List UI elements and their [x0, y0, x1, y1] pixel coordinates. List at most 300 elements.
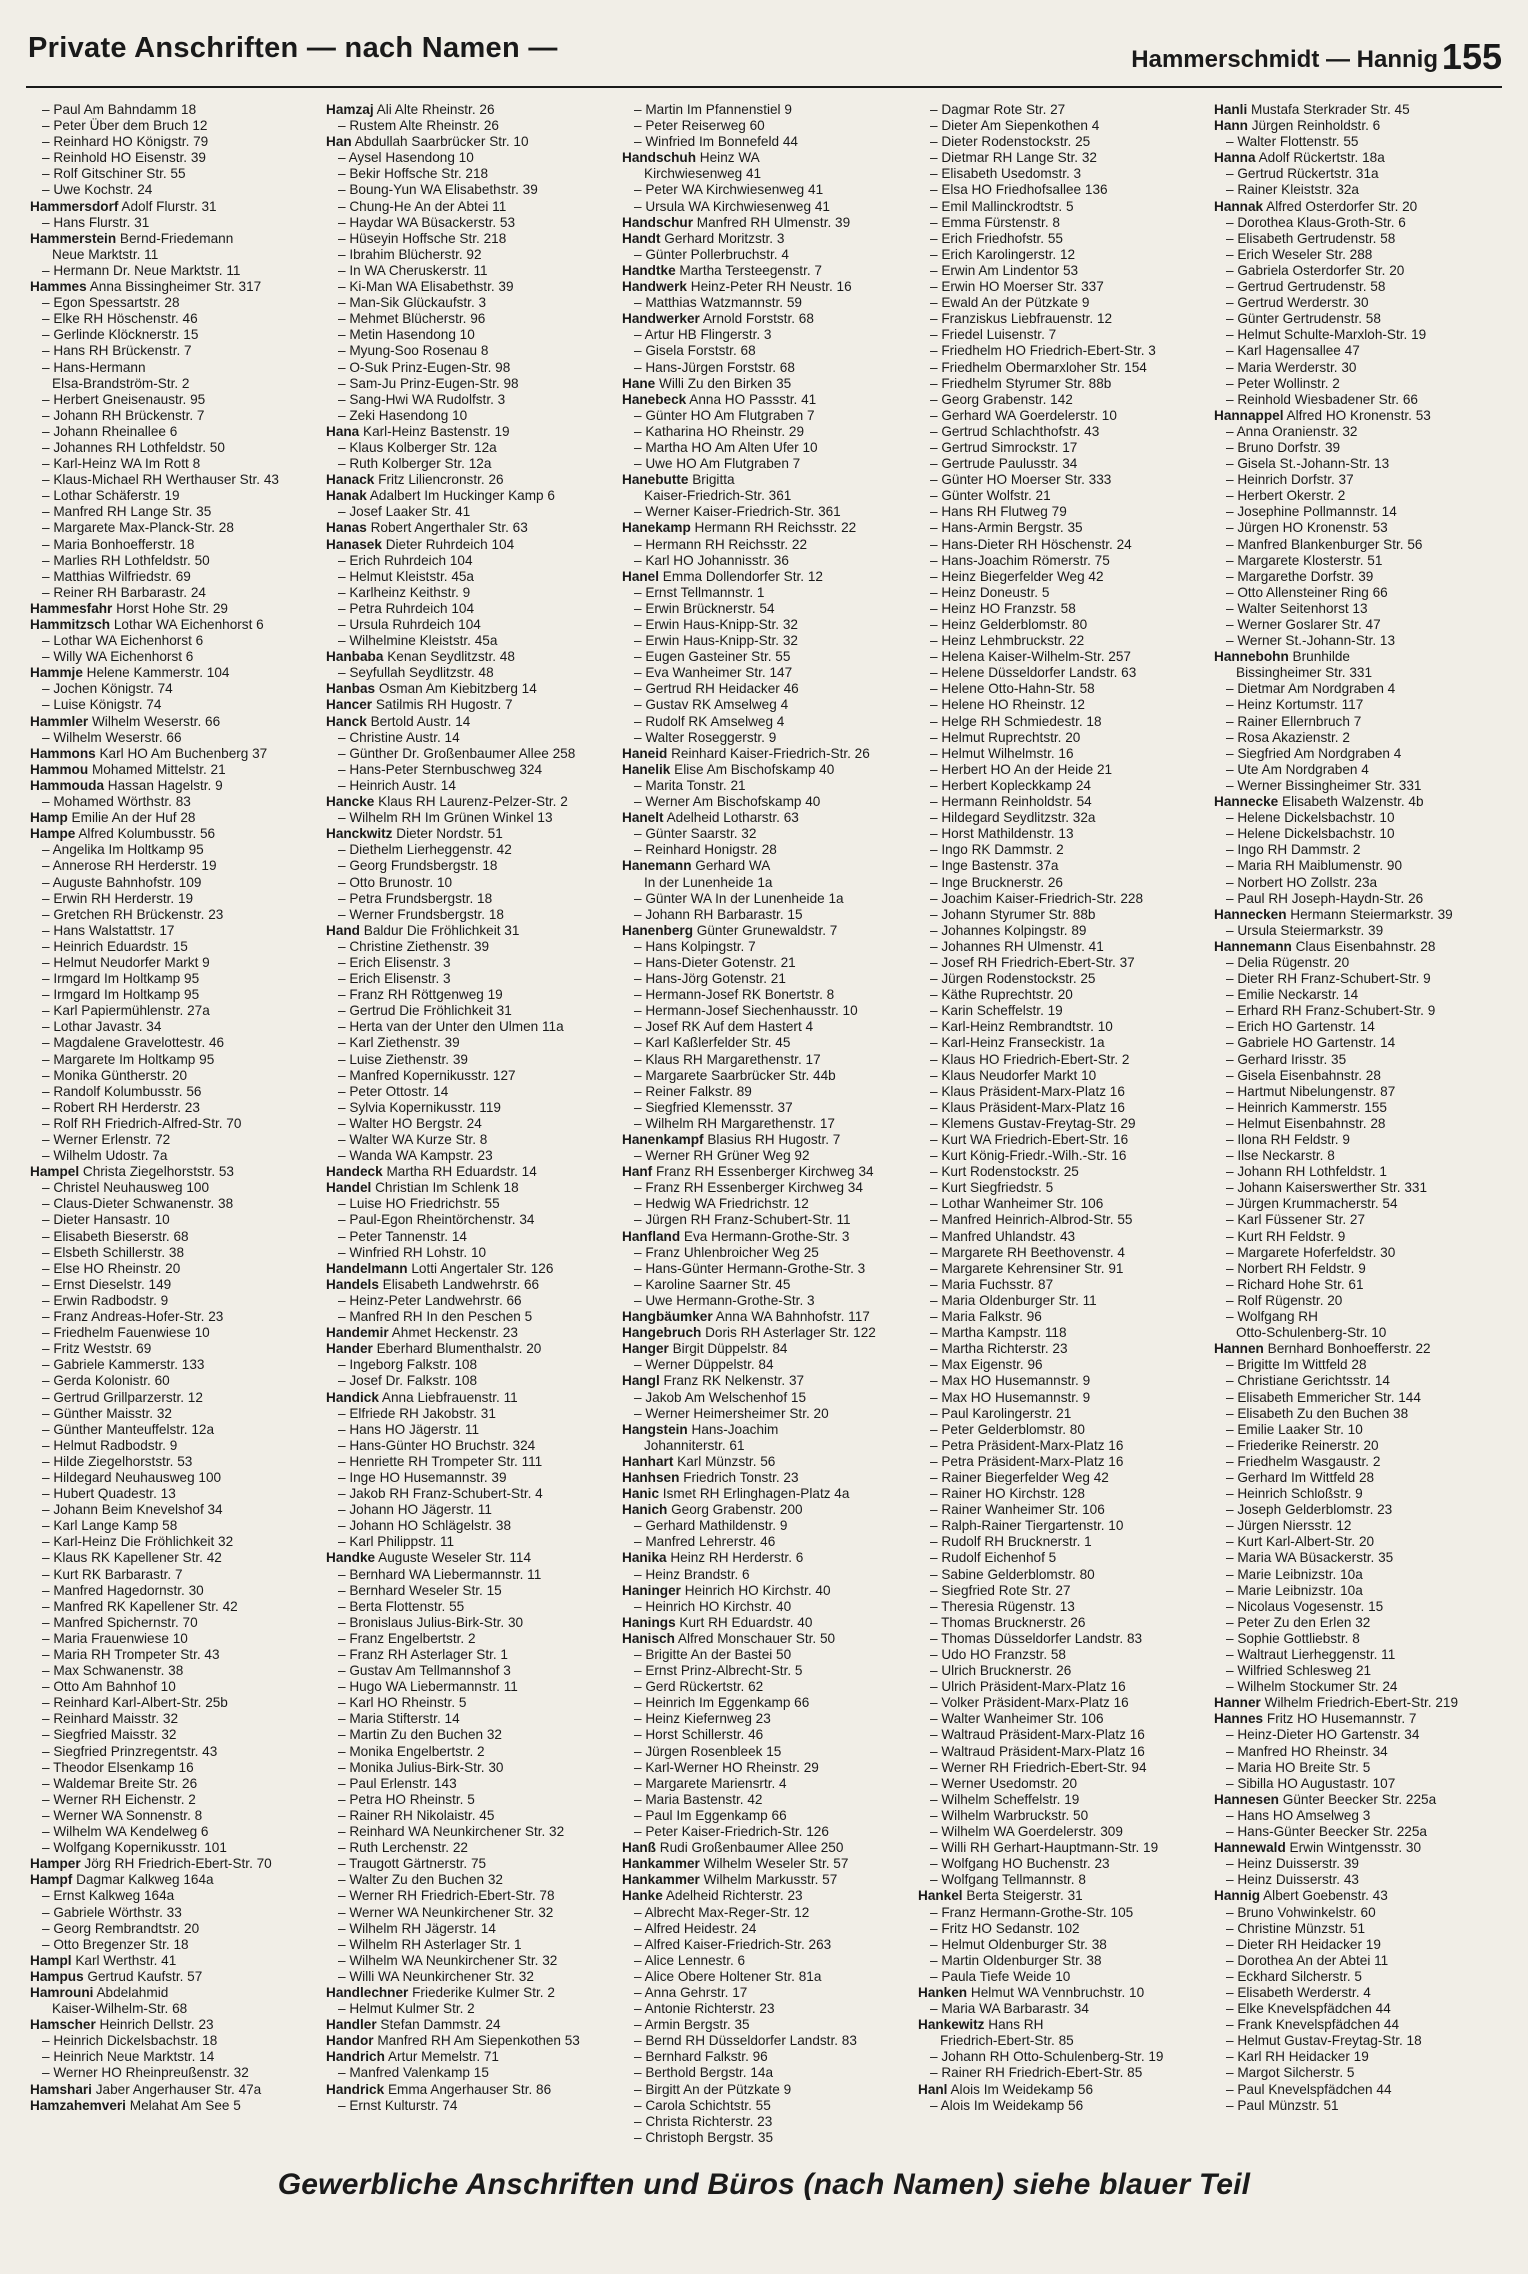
directory-entry: – Ernst Dieselstr. 149: [42, 1276, 172, 1292]
directory-entry: – Johann RH Barbarastr. 15: [634, 906, 803, 922]
directory-entry: – Christa Richterstr. 23: [634, 2113, 773, 2129]
directory-entry: – Margarete Hoferfeldstr. 30: [1226, 1244, 1396, 1260]
directory-entry: – Günter HO Am Flutgraben 7: [634, 407, 815, 423]
directory-entry: – Jürgen Niersstr. 12: [1226, 1518, 1352, 1534]
directory-entry: – Manfred Blankenburger Str. 56: [1226, 536, 1423, 552]
directory-entry: – Hans Walstattstr. 17: [42, 922, 175, 938]
directory-entry: – Martin Zu den Buchen 32: [338, 1727, 502, 1743]
directory-entry: – Erwin Radbodstr. 9: [42, 1292, 169, 1308]
column-2: [326, 102, 614, 2146]
directory-entry: – Otto Bregenzer Str. 18: [42, 1936, 189, 1952]
surname: Handtke: [622, 262, 676, 278]
directory-entry: – Kurt Rodenstockstr. 25: [930, 1164, 1079, 1180]
directory-entry: – Ernst Prinz-Albrecht-Str. 5: [634, 1663, 803, 1679]
page-header: [26, 22, 1502, 88]
directory-entry: – Eva Wanheimer Str. 147: [634, 665, 793, 681]
directory-entry: – Hans Flurstr. 31: [42, 214, 150, 230]
directory-entry: – Reinhold HO Eisenstr. 39: [42, 150, 206, 166]
directory-entry: – Otto Brunostr. 10: [338, 874, 453, 890]
directory-entry: – Christine Münzstr. 51: [1226, 1920, 1366, 1936]
directory-entry: – Dieter RH Franz-Schubert-Str. 9: [1226, 971, 1431, 987]
directory-entry: – Max HO Husemannstr. 9: [930, 1389, 1091, 1405]
directory-entry: – Siegfried Rote Str. 27: [930, 1582, 1071, 1598]
directory-entry: – Manfred HO Rheinstr. 34: [1226, 1743, 1388, 1759]
directory-entry: – Werner WA Sonnenstr. 8: [42, 1807, 203, 1823]
directory-entry: Hamrouni Abdelahmid: [30, 1984, 169, 2000]
directory-entry: – Heinz Brandstr. 6: [634, 1566, 750, 1582]
directory-entry: – Anna Gehrstr. 17: [634, 1984, 748, 2000]
directory-entry: – Ernst Kalkweg 164a: [42, 1888, 175, 1904]
directory-entry: – Wilhelm RH Asterlager Str. 1: [338, 1936, 522, 1952]
directory-entry: Handt Gerhard Moritzstr. 3: [622, 230, 785, 246]
directory-entry: – Volker Präsident-Marx-Platz 16: [930, 1695, 1129, 1711]
surname: Hander: [326, 1341, 373, 1357]
directory-entry: – Johann RH Brückenstr. 7: [42, 407, 205, 423]
directory-entry: – Hans HO Amselweg 3: [1226, 1807, 1371, 1823]
directory-entry: – Friedhelm HO Friedrich-Ebert-Str. 3: [930, 343, 1156, 359]
directory-entry: – Rudolf RK Amselweg 4: [634, 713, 785, 729]
directory-entry: – Walter Seitenhorst 13: [1226, 600, 1368, 616]
directory-entry: Hannecken Hermann Steiermarkstr. 39: [1214, 906, 1453, 922]
surname: Hanl: [918, 2081, 948, 2097]
surname: Hannen: [1214, 1341, 1264, 1357]
directory-entry: – Kurt WA Friedrich-Ebert-Str. 16: [930, 1132, 1129, 1147]
directory-entry: – Monika Güntherstr. 20: [42, 1067, 188, 1083]
surname: Hampus: [30, 1968, 84, 1984]
directory-entry: Haneid Reinhard Kaiser-Friedrich-Str. 26: [622, 745, 870, 761]
directory-entry: – Maria Falkstr. 96: [930, 1309, 1042, 1325]
directory-entry: – Johann HO Jägerstr. 11: [338, 1502, 492, 1518]
directory-entry: – Ute Am Nordgraben 4: [1226, 761, 1369, 777]
directory-entry: – Wolfgang Kopernikusstr. 101: [42, 1840, 227, 1856]
directory-entry: – Paula Tiefe Weide 10: [930, 1968, 1071, 1984]
directory-entry: – Herta van der Unter den Ulmen 11a: [338, 1019, 564, 1035]
directory-entry: – Hermann-Josef RK Bonertstr. 8: [634, 987, 835, 1003]
directory-entry: – Max Schwanenstr. 38: [42, 1663, 184, 1679]
directory-entry: – Helmut Kleiststr. 45a: [338, 568, 474, 584]
directory-entry: – Georg Frundsbergstr. 18: [338, 858, 498, 874]
directory-entry: – Alois Im Weidekamp 56: [930, 2097, 1084, 2113]
directory-entry: – Wolfgang Tellmannstr. 8: [930, 1872, 1086, 1888]
directory-entry: – Inge Bastenstr. 37a: [930, 858, 1059, 874]
directory-entry: Hanli Mustafa Sterkrader Str. 45: [1214, 102, 1410, 117]
directory-entry: – Gustav RK Amselweg 4: [634, 697, 789, 713]
surname: Hanckwitz: [326, 826, 393, 842]
directory-entry: – Rudolf RH Brucknerstr. 1: [930, 1534, 1092, 1550]
surname: Hanbaba: [326, 649, 384, 665]
directory-entry: – Petra Frundsbergstr. 18: [338, 890, 493, 906]
directory-entry: Hann Jürgen Reinholdstr. 6: [1214, 118, 1381, 134]
directory-entry: – Helmut Gustav-Freytag-Str. 18: [1226, 2033, 1422, 2049]
directory-entry: – Gerhard Mathildenstr. 9: [634, 1518, 788, 1534]
surname: Hannesen: [1214, 1791, 1279, 1807]
directory-entry: – Robert RH Herderstr. 23: [42, 1099, 200, 1115]
directory-entry: – Frank Knevelspfädchen 44: [1226, 2017, 1400, 2033]
directory-entry: – Ewald An der Pützkate 9: [930, 295, 1090, 311]
directory-entry: – Friedel Luisenstr. 7: [930, 327, 1057, 343]
directory-entry: – Hans-Dieter Gotenstr. 21: [634, 954, 796, 970]
directory-entry: – Mohamed Wörthstr. 83: [42, 794, 191, 810]
directory-entry: – Alice Lennestr. 6: [634, 1952, 746, 1968]
directory-entry: – Paul Karolingerstr. 21: [930, 1405, 1072, 1421]
directory-entry: – Wanda WA Kampstr. 23: [338, 1148, 493, 1164]
directory-entry: – Alfred Heidestr. 24: [634, 1920, 757, 1936]
directory-entry: – Ulrich Präsident-Marx-Platz 16: [930, 1679, 1126, 1695]
directory-entry: – Walter Roseggerstr. 9: [634, 729, 777, 745]
directory-entry: Hammons Karl HO Am Buchenberg 37: [30, 745, 268, 761]
directory-entry: – Maria Stifterstr. 14: [338, 1711, 460, 1727]
directory-entry: Hampel Christa Ziegelhorststr. 53: [30, 1164, 234, 1180]
directory-entry: – Heinrich HO Kirchstr. 40: [634, 1598, 792, 1614]
directory-entry: – Ibrahim Blücherstr. 92: [338, 246, 482, 262]
directory-entry: – Werner RH Eichenstr. 2: [42, 1791, 196, 1807]
directory-entry: – Luise Ziethenstr. 39: [338, 1051, 468, 1067]
directory-entry: – Rainer RH Nikolaistr. 45: [338, 1807, 495, 1823]
directory-entry: – Helena Kaiser-Wilhelm-Str. 257: [930, 649, 1131, 665]
directory-entry: Handel Christian Im Schlenk 18: [326, 1180, 519, 1196]
directory-entry: – Fritz HO Sedanstr. 102: [930, 1920, 1080, 1936]
directory-entry: – Magdalene Gravelottestr. 46: [42, 1035, 225, 1051]
directory-entry: – Helene Dickelsbachstr. 10: [1226, 826, 1395, 842]
surname: Hamscher: [30, 2017, 96, 2033]
directory-entry: – Horst Mathildenstr. 13: [930, 826, 1074, 842]
directory-entry: Friedrich-Ebert-Str. 85: [940, 2033, 1074, 2049]
column-1: [30, 102, 318, 2146]
surname: Hanebutte: [622, 472, 689, 488]
directory-entry: – Kurt RH Feldstr. 9: [1226, 1228, 1346, 1244]
directory-entry: Hankewitz Hans RH: [918, 2017, 1044, 2033]
directory-entry: – Erwin Am Lindentor 53: [930, 262, 1079, 278]
directory-entry: – Emma Fürstenstr. 8: [930, 214, 1060, 230]
directory-entry: Hamp Emilie An der Huf 28: [30, 810, 196, 826]
surname: Handrich: [326, 2049, 385, 2065]
directory-entry: – Herbert Kopleckkamp 24: [930, 777, 1091, 793]
directory-entry: – Manfred Hagedornstr. 30: [42, 1582, 204, 1598]
directory-entry: Hannesen Günter Beecker Str. 225a: [1214, 1791, 1437, 1807]
surname: Handrick: [326, 2081, 385, 2097]
directory-entry: – Werner RH Friedrich-Ebert-Str. 78: [338, 1888, 555, 1904]
directory-entry: – Rudolf Eichenhof 5: [930, 1550, 1057, 1566]
directory-entry: Otto-Schulenberg-Str. 10: [1236, 1325, 1387, 1341]
directory-entry: – Jürgen RH Franz-Schubert-Str. 11: [634, 1212, 851, 1228]
directory-entry: – Inge Brucknerstr. 26: [930, 874, 1063, 890]
directory-entry: Hanbaba Kenan Seydlitzstr. 48: [326, 649, 515, 665]
directory-entry: Hangl Franz RK Nelkenstr. 37: [622, 1373, 805, 1389]
directory-entry: – Helmut Neudorfer Markt 9: [42, 954, 210, 970]
directory-entry: – Hans-Günter HO Bruchstr. 324: [338, 1437, 536, 1453]
directory-entry: Hannen Bernhard Bonhoefferstr. 22: [1214, 1341, 1431, 1357]
directory-entry: – Karl Philippstr. 11: [338, 1534, 455, 1550]
surname: Hanck: [326, 713, 367, 729]
column-3: [622, 102, 910, 2146]
surname: Hanic: [622, 1486, 660, 1502]
surname: Hanemann: [622, 858, 692, 874]
directory-entry: – Uwe Kochstr. 24: [42, 182, 153, 198]
directory-entry: – Martha Kampstr. 118: [930, 1325, 1067, 1341]
directory-entry: – Emil Mallinckrodtstr. 5: [930, 198, 1074, 214]
surname: Hanß: [622, 1840, 656, 1856]
directory-entry: – Wilhelm RH Im Grünen Winkel 13: [338, 810, 553, 826]
directory-entry: – Matthias Watzmannstr. 59: [634, 295, 802, 311]
directory-entry: – Gabriela Osterdorfer Str. 20: [1226, 262, 1405, 278]
directory-entry: – Maria Bastenstr. 42: [634, 1791, 763, 1807]
directory-entry: Handels Elisabeth Landwehrstr. 66: [326, 1276, 540, 1292]
surname: Hancke: [326, 794, 375, 810]
directory-entry: – Klaus HO Friedrich-Ebert-Str. 2: [930, 1051, 1130, 1067]
directory-entry: – Erhard RH Franz-Schubert-Str. 9: [1226, 1003, 1436, 1019]
directory-entry: – Emilie Laaker Str. 10: [1226, 1421, 1363, 1437]
directory-entry: Hanas Robert Angerthaler Str. 63: [326, 520, 528, 536]
directory-entry: – Hermann-Josef Siechenhausstr. 10: [634, 1003, 858, 1019]
directory-entry: – Erich HO Gartenstr. 14: [1226, 1019, 1375, 1035]
directory-entry: Kaiser-Friedrich-Str. 361: [644, 488, 792, 504]
surname: Handschuh: [622, 150, 697, 166]
directory-entry: Hannig Albert Goebenstr. 43: [1214, 1888, 1388, 1904]
directory-entry: Hannemann Claus Eisenbahnstr. 28: [1214, 938, 1436, 954]
directory-entry: – Bernhard Weseler Str. 15: [338, 1582, 502, 1598]
directory-entry: – Rolf Gitschiner Str. 55: [42, 166, 186, 182]
directory-entry: – Armin Bergstr. 35: [634, 2017, 750, 2033]
directory-entry: – Johannes RH Ulmenstr. 41: [930, 938, 1104, 954]
directory-entry: – Günther Maisstr. 32: [42, 1405, 172, 1421]
directory-entry: – Jürgen Rosenbleek 15: [634, 1743, 782, 1759]
directory-entry: – Haydar WA Büsackerstr. 53: [338, 214, 516, 230]
directory-entry: Hannewald Erwin Wintgensstr. 30: [1214, 1840, 1421, 1856]
surname: Hankammer: [622, 1872, 700, 1888]
directory-entry: Hanna Adolf Rückertstr. 18a: [1214, 150, 1385, 166]
directory-entry: – Walter HO Bergstr. 24: [338, 1115, 482, 1131]
directory-entry: – Petra Präsident-Marx-Platz 16: [930, 1453, 1124, 1469]
directory-entry: – Albrecht Max-Reger-Str. 12: [634, 1904, 810, 1920]
directory-entry: – Hans RH Brückenstr. 7: [42, 343, 192, 359]
directory-entry: – Winfried Im Bonnefeld 44: [634, 134, 798, 150]
directory-entry: – Walter Zu den Buchen 32: [338, 1872, 503, 1888]
directory-entry: – Helmut Kulmer Str. 2: [338, 2001, 475, 2017]
surname: Hancer: [326, 697, 373, 713]
directory-entry: Hanke Adelheid Richterstr. 23: [622, 1888, 803, 1904]
surname: Handwerker: [622, 311, 700, 327]
directory-entry: – Siegfried Am Nordgraben 4: [1226, 745, 1402, 761]
directory-entry: – Sang-Hwi WA Rudolfstr. 3: [338, 391, 506, 407]
directory-entry: – Martin Im Pfannenstiel 9: [634, 102, 792, 117]
directory-entry: – Jürgen HO Kronenstr. 53: [1226, 520, 1388, 536]
directory-entry: – Peter Über dem Bruch 12: [42, 118, 208, 134]
surname: Hanger: [622, 1341, 669, 1357]
directory-entry: – Dietmar RH Lange Str. 32: [930, 150, 1097, 166]
directory-entry: – Gertrud Schlachthofstr. 43: [930, 423, 1100, 439]
directory-entry: – Maria WA Büsackerstr. 35: [1226, 1550, 1394, 1566]
directory-entry: – Siegfried Klemensstr. 37: [634, 1099, 793, 1115]
directory-entry: Handschuh Heinz WA: [622, 150, 760, 166]
directory-entry: Hammersdorf Adolf Flurstr. 31: [30, 198, 217, 214]
directory-entry: – Rosa Akazienstr. 2: [1226, 729, 1350, 745]
directory-entry: – Karl HO Rheinstr. 5: [338, 1695, 467, 1711]
directory-entry: – Franz Uhlenbroicher Weg 25: [634, 1244, 819, 1260]
surname: Hanelt: [622, 810, 664, 826]
directory-entry: – Manfred RH Lange Str. 35: [42, 504, 212, 520]
directory-entry: – Elsa HO Friedhofsallee 136: [930, 182, 1108, 198]
surname: Hanke: [622, 1888, 663, 1904]
directory-entry: – Erwin Haus-Knipp-Str. 32: [634, 617, 798, 632]
directory-entry: – Karin Scheffelstr. 19: [930, 1003, 1063, 1019]
directory-entry: – Manfred Spichernstr. 70: [42, 1614, 198, 1630]
directory-entry: – Franziskus Liebfrauenstr. 12: [930, 311, 1113, 327]
surname: Handler: [326, 2017, 377, 2033]
directory-entry: – O-Suk Prinz-Eugen-Str. 98: [338, 359, 511, 375]
directory-entry: – Elsbeth Schillerstr. 38: [42, 1244, 185, 1260]
directory-entry: Hammje Helene Kammerstr. 104: [30, 665, 230, 681]
surname: Hanisch: [622, 1630, 675, 1646]
directory-entry: – Wilhelm WA Neunkirchener Str. 32: [338, 1952, 558, 1968]
directory-entry: – Hedwig WA Friedrichstr. 12: [634, 1196, 809, 1212]
surname: Hammerstein: [30, 230, 117, 246]
directory-entry: – Gertrud Simrockstr. 17: [930, 439, 1078, 455]
directory-entry: Hammou Mohamed Mittelstr. 21: [30, 761, 226, 777]
directory-entry: – Bernhard Falkstr. 96: [634, 2049, 768, 2065]
surname: Hanken: [918, 1984, 968, 2000]
directory-entry: – Georg Rembrandtstr. 20: [42, 1920, 200, 1936]
surname: Hane: [622, 375, 656, 391]
directory-entry: – Maria Frauenwiese 10: [42, 1630, 188, 1646]
directory-entry: – Heinrich Austr. 14: [338, 777, 456, 793]
directory-entry: – Helene Düsseldorfer Landstr. 63: [930, 665, 1137, 681]
directory-entry: Hankammer Wilhelm Weseler Str. 57: [622, 1856, 849, 1872]
directory-entry: – Elke Knevelspfädchen 44: [1226, 2001, 1391, 2017]
directory-entry: – Manfred Lehrerstr. 46: [634, 1534, 776, 1550]
directory-entry: Hanelt Adelheid Lotharstr. 63: [622, 810, 799, 826]
directory-entry: – Franz RH Röttgenweg 19: [338, 987, 503, 1003]
directory-entry: – Karl Papiermühlenstr. 27a: [42, 1003, 210, 1019]
directory-entry: – Friederike Reinerstr. 20: [1226, 1437, 1379, 1453]
surname: Hanings: [622, 1614, 676, 1630]
directory-entry: – Seyfullah Seydlitzstr. 48: [338, 665, 494, 681]
directory-entry: – Franz RH Asterlager Str. 1: [338, 1647, 508, 1662]
directory-entry: – Herbert HO An der Heide 21: [930, 761, 1113, 777]
directory-entry: – Man-Sik Glückaufstr. 3: [338, 295, 487, 311]
directory-entry: Hanenkampf Blasius RH Hugostr. 7: [622, 1132, 841, 1147]
directory-entry: – Lothar Schäferstr. 19: [42, 488, 180, 504]
surname: Hammons: [30, 745, 96, 761]
directory-entry: – Erich Elisenstr. 3: [338, 954, 451, 970]
directory-entry: – Martin Oldenburger Str. 38: [930, 1952, 1102, 1968]
surname: Hammes: [30, 279, 87, 295]
directory-entry: – Peter Ottostr. 14: [338, 1083, 449, 1099]
directory-entry: Hanner Wilhelm Friedrich-Ebert-Str. 219: [1214, 1695, 1459, 1711]
directory-entry: – Maria Werderstr. 30: [1226, 359, 1357, 375]
directory-entry: – Günter HO Moerser Str. 333: [930, 472, 1112, 488]
directory-entry: – Elisabeth Werderstr. 4: [1226, 1984, 1371, 2000]
directory-entry: – Zeki Hasendong 10: [338, 407, 468, 423]
directory-entry: – Walter Flottenstr. 55: [1226, 134, 1359, 150]
directory-entry: Hanemann Gerhard WA: [622, 858, 771, 874]
directory-entry: – Käthe Ruprechtstr. 20: [930, 987, 1073, 1003]
directory-entry: – Jakob RH Franz-Schubert-Str. 4: [338, 1486, 543, 1502]
directory-entry: – Günther Manteuffelstr. 12a: [42, 1421, 215, 1437]
directory-entry: Hannappel Alfred HO Kronenstr. 53: [1214, 407, 1431, 423]
directory-entry: – Karoline Saarner Str. 45: [634, 1276, 791, 1292]
directory-entry: – Wilhelm Warbruckstr. 50: [930, 1807, 1089, 1823]
directory-entry: – Karl-Heinz Franseckistr. 1a: [930, 1035, 1105, 1051]
directory-entry: – Gabriele Wörthstr. 33: [42, 1904, 182, 1920]
footer-note: Gewerbliche Anschriften und Büros (nach Namen) siehe blauer Teil: [277, 2168, 1251, 2201]
directory-entry: – Maria Bonhoefferstr. 18: [42, 536, 195, 552]
directory-entry: – Gustav Am Tellmannshof 3: [338, 1663, 511, 1679]
directory-entry: Haninger Heinrich HO Kirchstr. 40: [622, 1582, 831, 1598]
directory-entry: – Auguste Bahnhofstr. 109: [42, 874, 202, 890]
directory-entry: Handor Manfred RH Am Siepenkothen 53: [326, 2033, 580, 2049]
surname: Hanhart: [622, 1453, 674, 1469]
directory-entry: – Bruno Vohwinkelstr. 60: [1226, 1904, 1376, 1920]
directory-entry: – Reiner Falkstr. 89: [634, 1083, 752, 1099]
directory-entry: – Johannes RH Lothfeldstr. 50: [42, 439, 225, 455]
surname: Hamper: [30, 1856, 81, 1872]
directory-entry: – Sabine Gelderblomstr. 80: [930, 1566, 1095, 1582]
directory-entry: – Rolf RH Friedrich-Alfred-Str. 70: [42, 1115, 242, 1131]
directory-entry: – Franz Andreas-Hofer-Str. 23: [42, 1309, 224, 1325]
directory-entry: – Irmgard Im Holtkamp 95: [42, 987, 200, 1003]
directory-entry: – Alfred Kaiser-Friedrich-Str. 263: [634, 1936, 832, 1952]
directory-entry: Hannebohn Brunhilde: [1214, 649, 1350, 665]
surname: Hangebruch: [622, 1325, 702, 1341]
directory-entry: – Gisela Eisenbahnstr. 28: [1226, 1067, 1381, 1083]
directory-entry: – Gertrude Paulusstr. 34: [930, 456, 1078, 472]
directory-entry: Hannes Fritz HO Husemannstr. 7: [1214, 1711, 1417, 1727]
directory-entry: – Sibilla HO Augustastr. 107: [1226, 1775, 1396, 1791]
directory-entry: – Dagmar Rote Str. 27: [930, 102, 1066, 117]
surname: Hangl: [622, 1373, 660, 1389]
directory-entry: – Lothar Javastr. 34: [42, 1019, 162, 1035]
directory-entry: Hanbas Osman Am Kiebitzberg 14: [326, 681, 537, 697]
directory-entry: – Heinz HO Franzstr. 58: [930, 600, 1076, 616]
directory-entry: Hancer Satilmis RH Hugostr. 7: [326, 697, 513, 713]
directory-entry: Hanel Emma Dollendorfer Str. 12: [622, 568, 823, 584]
directory-entry: – Johann RH Otto-Schulenberg-Str. 19: [930, 2049, 1164, 2065]
surname: Hanhsen: [622, 1469, 680, 1485]
directory-entry: – Bruno Dorfstr. 39: [1226, 439, 1341, 455]
directory-entry: – Eugen Gasteiner Str. 55: [634, 649, 791, 665]
directory-entry: – Carola Schichtstr. 55: [634, 2097, 771, 2113]
header-section-title: Private Anschriften — nach Namen —: [28, 32, 558, 64]
surname: Hannebohn: [1214, 649, 1289, 665]
surname: Hanelik: [622, 761, 671, 777]
directory-entry: – Manfred Heinrich-Albrod-Str. 55: [930, 1212, 1133, 1228]
directory-entry: – Hartmut Nibelungenstr. 87: [1226, 1083, 1396, 1099]
directory-entry: – Kurt Siegfriedstr. 5: [930, 1180, 1054, 1196]
directory-entry: – Henriette RH Trompeter Str. 111: [338, 1453, 543, 1469]
surname: Hammje: [30, 665, 83, 681]
directory-entry: – Heinrich Neue Marktstr. 14: [42, 2049, 215, 2065]
directory-entry: Hangebruch Doris RH Asterlager Str. 122: [622, 1325, 876, 1341]
surname: Handels: [326, 1276, 379, 1292]
directory-entry: – Annerose RH Herderstr. 19: [42, 858, 217, 874]
directory-entry: – Jakob Am Welschenhof 15: [634, 1389, 807, 1405]
directory-entry: – Udo HO Franzstr. 58: [930, 1647, 1066, 1662]
directory-entry: – Günter Gertrudenstr. 58: [1226, 311, 1381, 327]
directory-entry: – Siegfried Prinzregentstr. 43: [42, 1743, 218, 1759]
directory-entry: – Josephine Pollmannstr. 14: [1226, 504, 1397, 520]
directory-entry: – Hermann Dr. Neue Marktstr. 11: [42, 262, 241, 278]
directory-entry: – Wilhelm Weserstr. 66: [42, 729, 182, 745]
directory-entry: – Karl Hagensallee 47: [1226, 343, 1360, 359]
directory-entry: – Ursula Ruhrdeich 104: [338, 617, 481, 632]
directory-entry: – Helmut Schulte-Marxloh-Str. 19: [1226, 327, 1427, 343]
directory-entry: – Lothar WA Eichenhorst 6: [42, 633, 204, 649]
directory-entry: – Heinrich Eduardstr. 15: [42, 938, 188, 954]
directory-entry: – Wolfgang HO Buchenstr. 23: [930, 1856, 1110, 1872]
surname: Hannecke: [1214, 794, 1279, 810]
directory-entry: – Gerhard Im Wittfeld 28: [1226, 1469, 1375, 1485]
directory-entry: Hancke Klaus RH Laurenz-Pelzer-Str. 2: [326, 794, 568, 810]
